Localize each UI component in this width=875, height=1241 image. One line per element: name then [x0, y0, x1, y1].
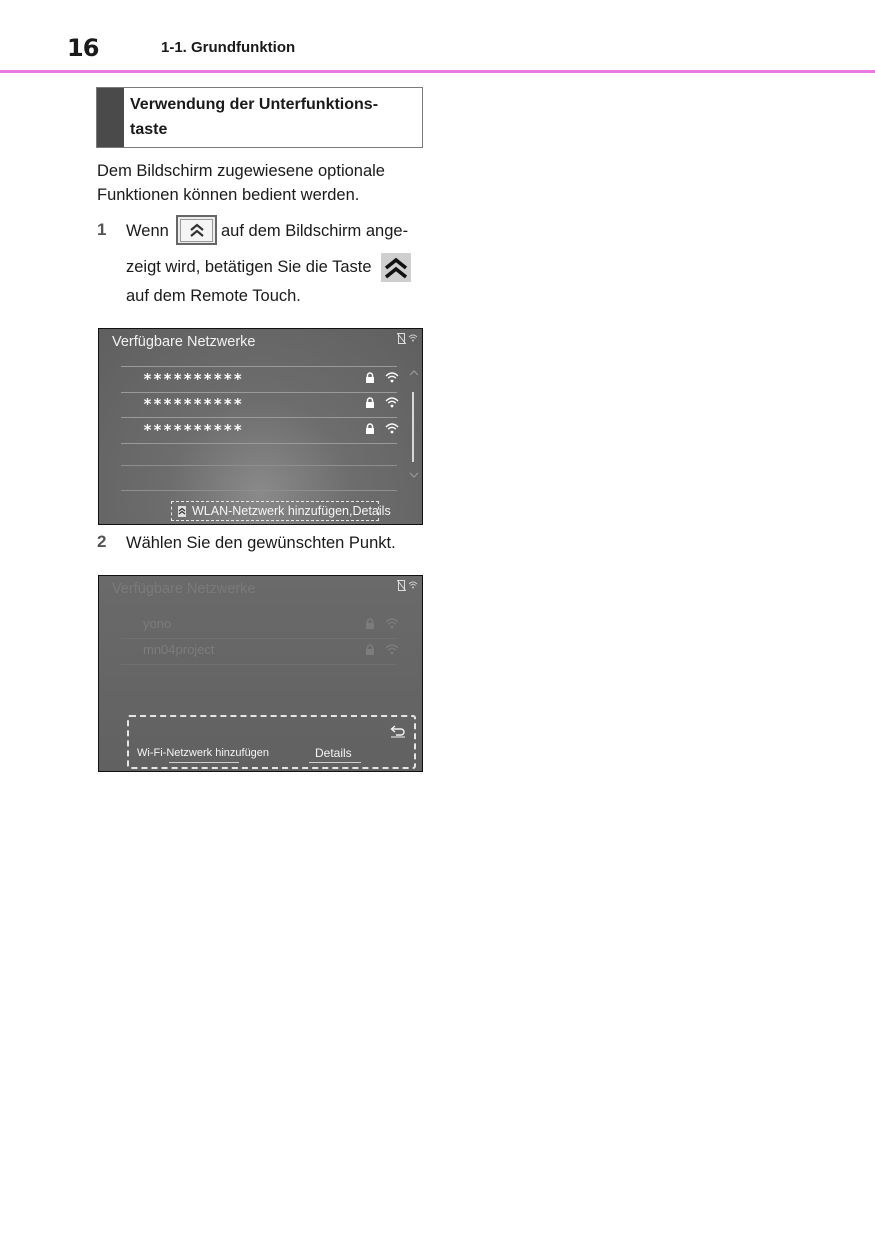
lock-icon: [365, 423, 375, 435]
status-icons: [397, 333, 418, 344]
screenshot-available-networks: [98, 328, 423, 525]
wifi-icon: [385, 617, 399, 629]
step-1-text-line2: zeigt wird, betätigen Sie die Taste: [126, 258, 372, 276]
header-divider: [0, 70, 875, 73]
subfunction-screen-button[interactable]: [176, 215, 217, 245]
list-divider: [121, 490, 397, 491]
network-name: mn04project: [143, 642, 215, 657]
scrollbar[interactable]: [412, 392, 414, 462]
back-arrow-icon[interactable]: [390, 724, 406, 738]
network-name: **********: [143, 421, 244, 439]
network-name: yono: [143, 616, 172, 631]
lock-icon: [365, 372, 375, 384]
section-heading: [96, 87, 423, 148]
menu-item-add-wifi-network[interactable]: Wi-Fi-Netzwerk hinzufügen: [137, 747, 270, 759]
network-name: **********: [143, 370, 244, 388]
double-chevron-up-icon: [383, 256, 409, 280]
wifi-status-icon: [408, 333, 418, 342]
scroll-up-icon[interactable]: [409, 369, 419, 376]
page-number: 16: [67, 34, 99, 62]
subfunction-label: WLAN-Netzwerk hinzufügen,Details: [192, 504, 391, 518]
step-1-text-b: auf dem Bildschirm ange-: [221, 222, 409, 240]
section-title: Verwendung der Unterfunktions-taste: [130, 96, 379, 138]
list-item[interactable]: [121, 366, 397, 393]
step-1-number: 1: [97, 220, 107, 239]
menu-underline: [309, 762, 361, 763]
lock-icon: [365, 397, 375, 409]
list-item[interactable]: [121, 392, 397, 418]
list-item: [121, 639, 397, 665]
menu-underline: [169, 762, 239, 763]
wifi-icon: [385, 643, 399, 655]
chapter-title: 1-1. Grundfunktion: [161, 39, 296, 56]
lock-icon: [365, 618, 375, 630]
double-chevron-up-icon: [178, 506, 186, 517]
wifi-icon: [385, 371, 399, 383]
subfunction-menu: [127, 715, 416, 769]
phone-off-icon: [397, 580, 406, 591]
screenshot-subfunction-menu: [98, 575, 423, 772]
menu-item-details[interactable]: Details: [315, 746, 352, 760]
wifi-status-icon: [408, 580, 418, 589]
wifi-icon: [385, 422, 399, 434]
wifi-icon: [385, 396, 399, 408]
screen-title: Verfügbare Netzwerke: [112, 581, 256, 597]
network-name: **********: [143, 395, 244, 413]
step-2-text: Wählen Sie den gewünschten Punkt.: [126, 534, 396, 552]
subfunction-button[interactable]: [171, 501, 391, 521]
section-bar: [97, 88, 124, 147]
step-1-text-a: Wenn: [126, 222, 169, 240]
status-icons: [397, 580, 418, 591]
list-item: [121, 613, 397, 639]
double-chevron-up-icon: [188, 222, 206, 238]
list-divider: [121, 465, 397, 466]
intro-text: Dem Bildschirm zugewiesene optionale Funktionen können bedient werden.: [97, 162, 385, 204]
remote-touch-subfunction-button[interactable]: [381, 253, 411, 282]
screen-title: Verfügbare Netzwerke: [112, 334, 256, 350]
scroll-down-icon[interactable]: [409, 472, 419, 479]
step-1-text-line3: auf dem Remote Touch.: [126, 287, 301, 305]
phone-off-icon: [397, 333, 406, 344]
step-2-number: 2: [97, 532, 107, 551]
list-item[interactable]: [121, 418, 397, 444]
lock-icon: [365, 644, 375, 656]
